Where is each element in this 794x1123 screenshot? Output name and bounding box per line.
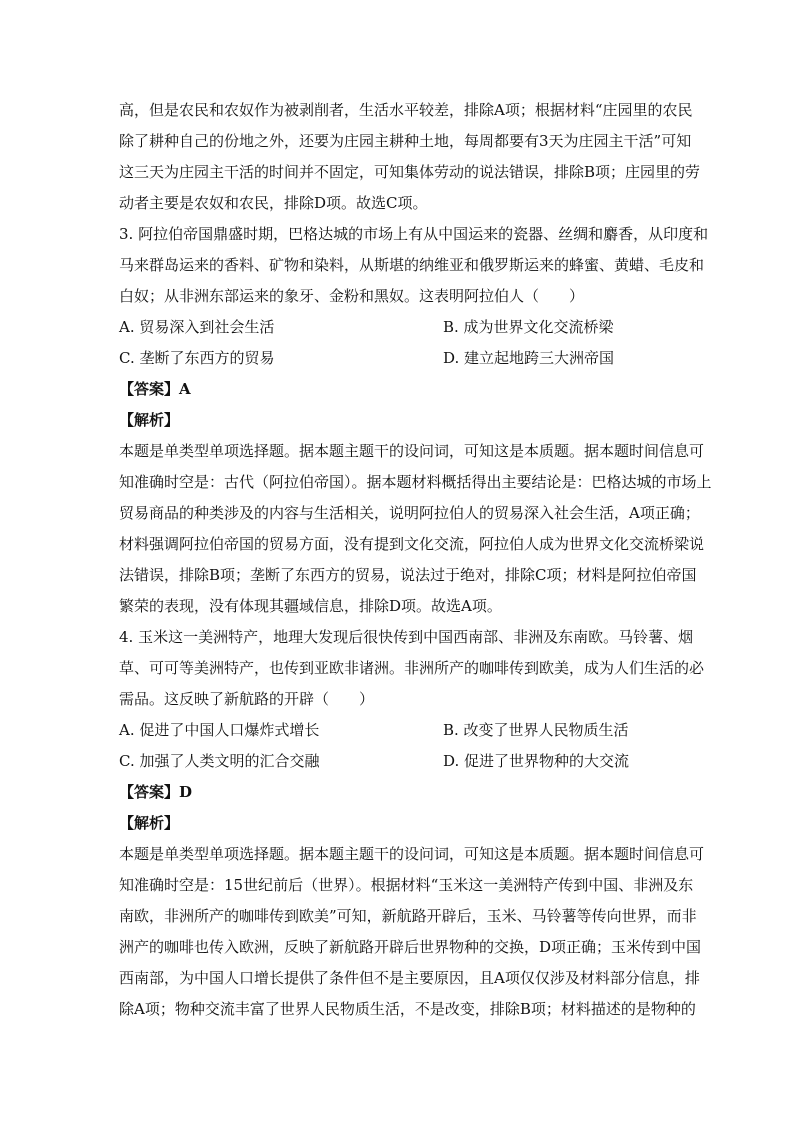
q4-option-b: B. 改变了世界人民物质生活 — [443, 721, 629, 739]
q3-analysis-line: 贸易商品的种类涉及的内容与生活相关，说明阿拉伯人的贸易深入社会生活，A项正确； — [119, 504, 700, 522]
page-content — [119, 95, 712, 1025]
q4-analysis-line: 南欧，非洲所产的咖啡传到欧美”可知，新航路开辟后，玉米、马铃薯等传向世界，而非 — [119, 907, 697, 925]
q3-options-row — [119, 343, 675, 374]
q3-analysis-line: 本题是单类型单项选择题。据本题主题干的设问词，可知这是本质题。据本题时间信息可 — [119, 442, 705, 460]
q3-analysis-line: 法错误，排除B项；垄断了东西方的贸易，说法过于绝对，排除C项；材料是阿拉伯帝国 — [119, 566, 697, 584]
q4-analysis-line: 除A项；物种交流丰富了世界人民物质生活，不是改变，排除B项；材料描述的是物种的 — [119, 1000, 696, 1018]
q3-option-d: D. 建立起地跨三大洲帝国 — [443, 349, 615, 367]
q3-analysis-label: 【解析】 — [119, 411, 180, 429]
q2-analysis-line: 除了耕种自己的份地之外，还要为庄园主耕种土地，每周都要有3天为庄园主干活”可知 — [119, 132, 692, 150]
q3-analysis-line: 繁荣的表现，没有体现其疆域信息，排除D项。故选A项。 — [119, 597, 502, 615]
q3-stem-line: 3. 阿拉伯帝国鼎盛时期，巴格达城的市场上有从中国运来的瓷器、丝绸和麝香，从印度和 — [119, 225, 709, 243]
q2-analysis-line: 动者主要是农奴和农民，排除D项。故选C项。 — [119, 194, 428, 212]
q4-option-c: C. 加强了人类文明的汇合交融 — [119, 752, 320, 770]
q4-analysis-line: 西南部，为中国人口增长提供了条件但不是主要原因，且A项仅仅涉及材料部分信息，排 — [119, 969, 700, 987]
q2-analysis-line: 高，但是农民和农奴作为被剥削者，生活水平较差，排除A项；根据材料“庄园里的农民 — [119, 101, 693, 119]
q3-answer: 【答案】A — [119, 380, 191, 398]
q3-options-row — [119, 312, 675, 343]
q4-stem-line: 草、可可等美洲特产，也传到亚欧非诸洲。非洲所产的咖啡传到欧美，成为人们生活的必 — [119, 659, 705, 677]
q4-analysis-line: 知准确时空是：15世纪前后（世界）。根据材料“玉米这一美洲特产传到中国、非洲及东 — [119, 876, 694, 894]
q4-option-d: D. 促进了世界物种的大交流 — [443, 752, 630, 770]
q4-option-a: A. 促进了中国人口爆炸式增长 — [119, 721, 320, 739]
q4-stem-line: 需品。这反映了新航路的开辟（ ） — [119, 690, 375, 708]
q3-option-b: B. 成为世界文化交流桥梁 — [443, 318, 614, 336]
q3-option-a: A. 贸易深入到社会生活 — [119, 318, 275, 336]
q3-option-c: C. 垄断了东西方的贸易 — [119, 349, 275, 367]
q3-analysis-line: 材料强调阿拉伯帝国的贸易方面，没有提到文化交流，阿拉伯人成为世界文化交流桥梁说 — [119, 535, 705, 553]
q4-analysis-line: 洲产的咖啡也传入欧洲，反映了新航路开辟后世界物种的交换，D项正确；玉米传到中国 — [119, 938, 702, 956]
q3-stem-line: 马来群岛运来的香料、矿物和染料，从斯堪的纳维亚和俄罗斯运来的蜂蜜、黄蜡、毛皮和 — [119, 256, 705, 274]
q3-stem-line: 白奴；从非洲东部运来的象牙、金粉和黑奴。这表明阿拉伯人（ ） — [119, 287, 585, 305]
q4-stem-line: 4. 玉米这一美洲特产，地理大发现后很快传到中国西南部、非洲及东南欧。马铃薯、烟 — [119, 628, 694, 646]
q2-analysis-line: 这三天为庄园主干活的时间并不固定，可知集体劳动的说法错误，排除B项；庄园里的劳 — [119, 163, 701, 181]
q3-analysis-line: 知准确时空是：古代（阿拉伯帝国）。据本题材料概括得出主要结论是：巴格达城的市场上 — [119, 473, 712, 491]
q4-analysis-label: 【解析】 — [119, 814, 180, 832]
q4-answer: 【答案】D — [119, 783, 193, 801]
q4-options-row — [119, 746, 675, 777]
q4-analysis-line: 本题是单类型单项选择题。据本题主题干的设问词，可知这是本质题。据本题时间信息可 — [119, 845, 705, 863]
q4-options-row — [119, 715, 675, 746]
